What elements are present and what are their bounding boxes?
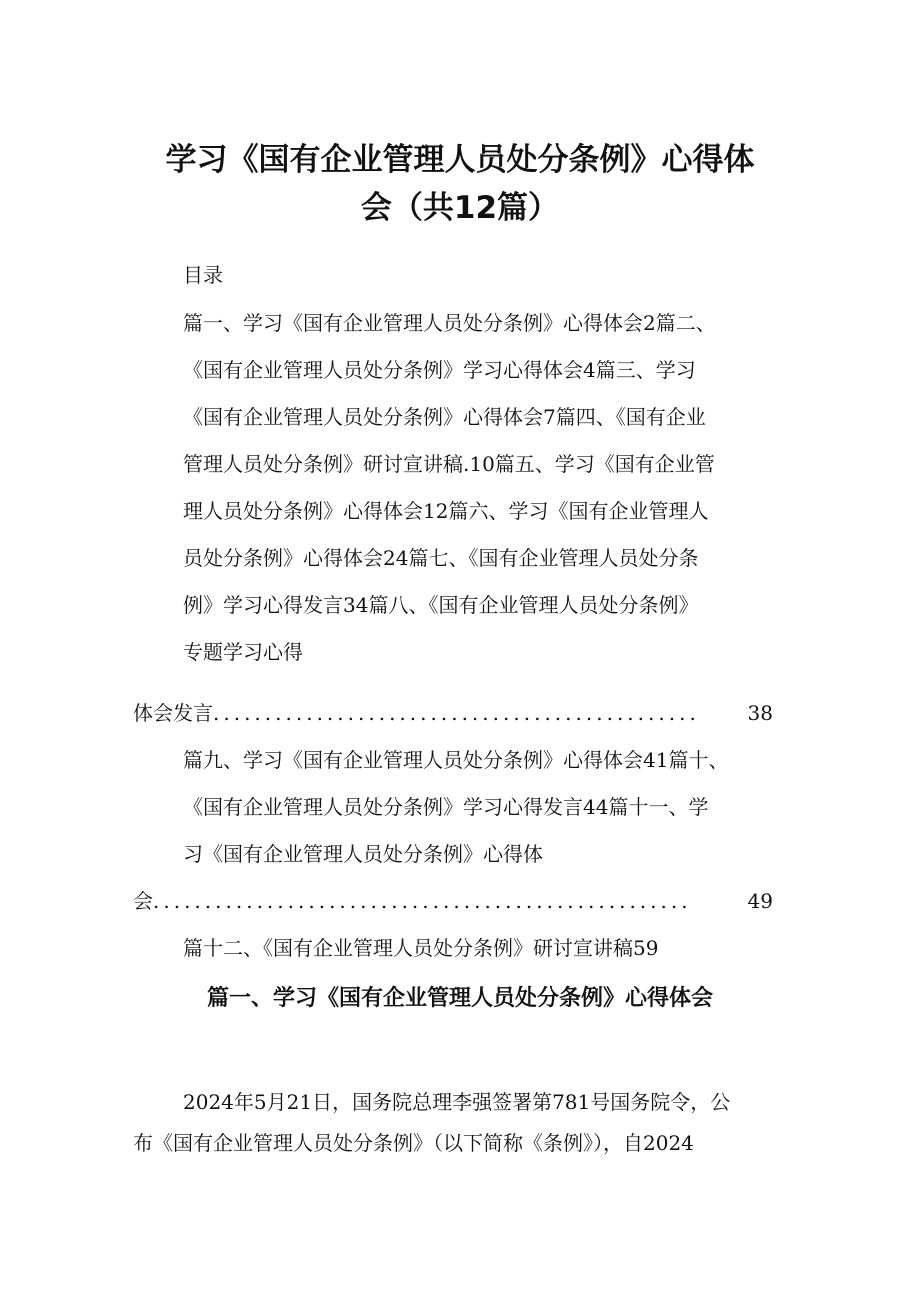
- toc-entry-label: 会: [133, 889, 153, 913]
- toc-line: 篇十二、《国有企业管理人员处分条例》研讨宣讲稿59: [183, 936, 659, 960]
- toc-dot-leader-row: [133, 886, 773, 916]
- toc-line: 篇九、学习《国有企业管理人员处分条例》心得体会41篇十、: [183, 748, 729, 772]
- toc-page-number: 49: [747, 889, 773, 913]
- toc-line: 例》学习心得发言34篇八、《国有企业管理人员处分条例》: [183, 593, 699, 617]
- toc-line: 管理人员处分条例》研讨宣讲稿.10篇五、学习《国有企业管: [183, 452, 715, 476]
- toc-line: 《国有企业管理人员处分条例》学习心得体会4篇三、学习: [183, 358, 696, 382]
- toc-entry-label: 体会发言: [133, 701, 213, 725]
- toc-line: 员处分条例》心得体会24篇七、《国有企业管理人员处分条: [183, 546, 699, 570]
- body-paragraph-line: 2024年5月21日，国务院总理李强签署第781号国务院令，公: [183, 1090, 731, 1114]
- dot-leader: ...............................................: [213, 701, 700, 725]
- toc-dot-leader-row: [133, 698, 773, 728]
- toc-line: 《国有企业管理人员处分条例》心得体会7篇四、《国有企业: [183, 405, 706, 429]
- document-title-line-2: 会（共12篇）: [360, 190, 560, 226]
- section-title: 篇一、学习《国有企业管理人员处分条例》心得体会: [206, 986, 713, 1011]
- toc-line: 《国有企业管理人员处分条例》学习心得发言44篇十一、学: [183, 795, 709, 819]
- toc-heading: 目录: [183, 263, 223, 287]
- toc-line: 理人员处分条例》心得体会12篇六、学习《国有企业管理人: [183, 499, 709, 523]
- toc-line: 篇一、学习《国有企业管理人员处分条例》心得体会2篇二、: [183, 311, 716, 335]
- toc-line: 专题学习心得: [183, 640, 303, 664]
- dot-leader: ....................................................: [153, 889, 692, 913]
- body-paragraph-line: 布《国有企业管理人员处分条例》（以下简称《条例》），自2024: [133, 1131, 694, 1155]
- toc-page-number: 38: [747, 701, 773, 725]
- toc-line: 习《国有企业管理人员处分条例》心得体: [183, 842, 543, 866]
- document-title-line-1: 学习《国有企业管理人员处分条例》心得体: [165, 142, 755, 178]
